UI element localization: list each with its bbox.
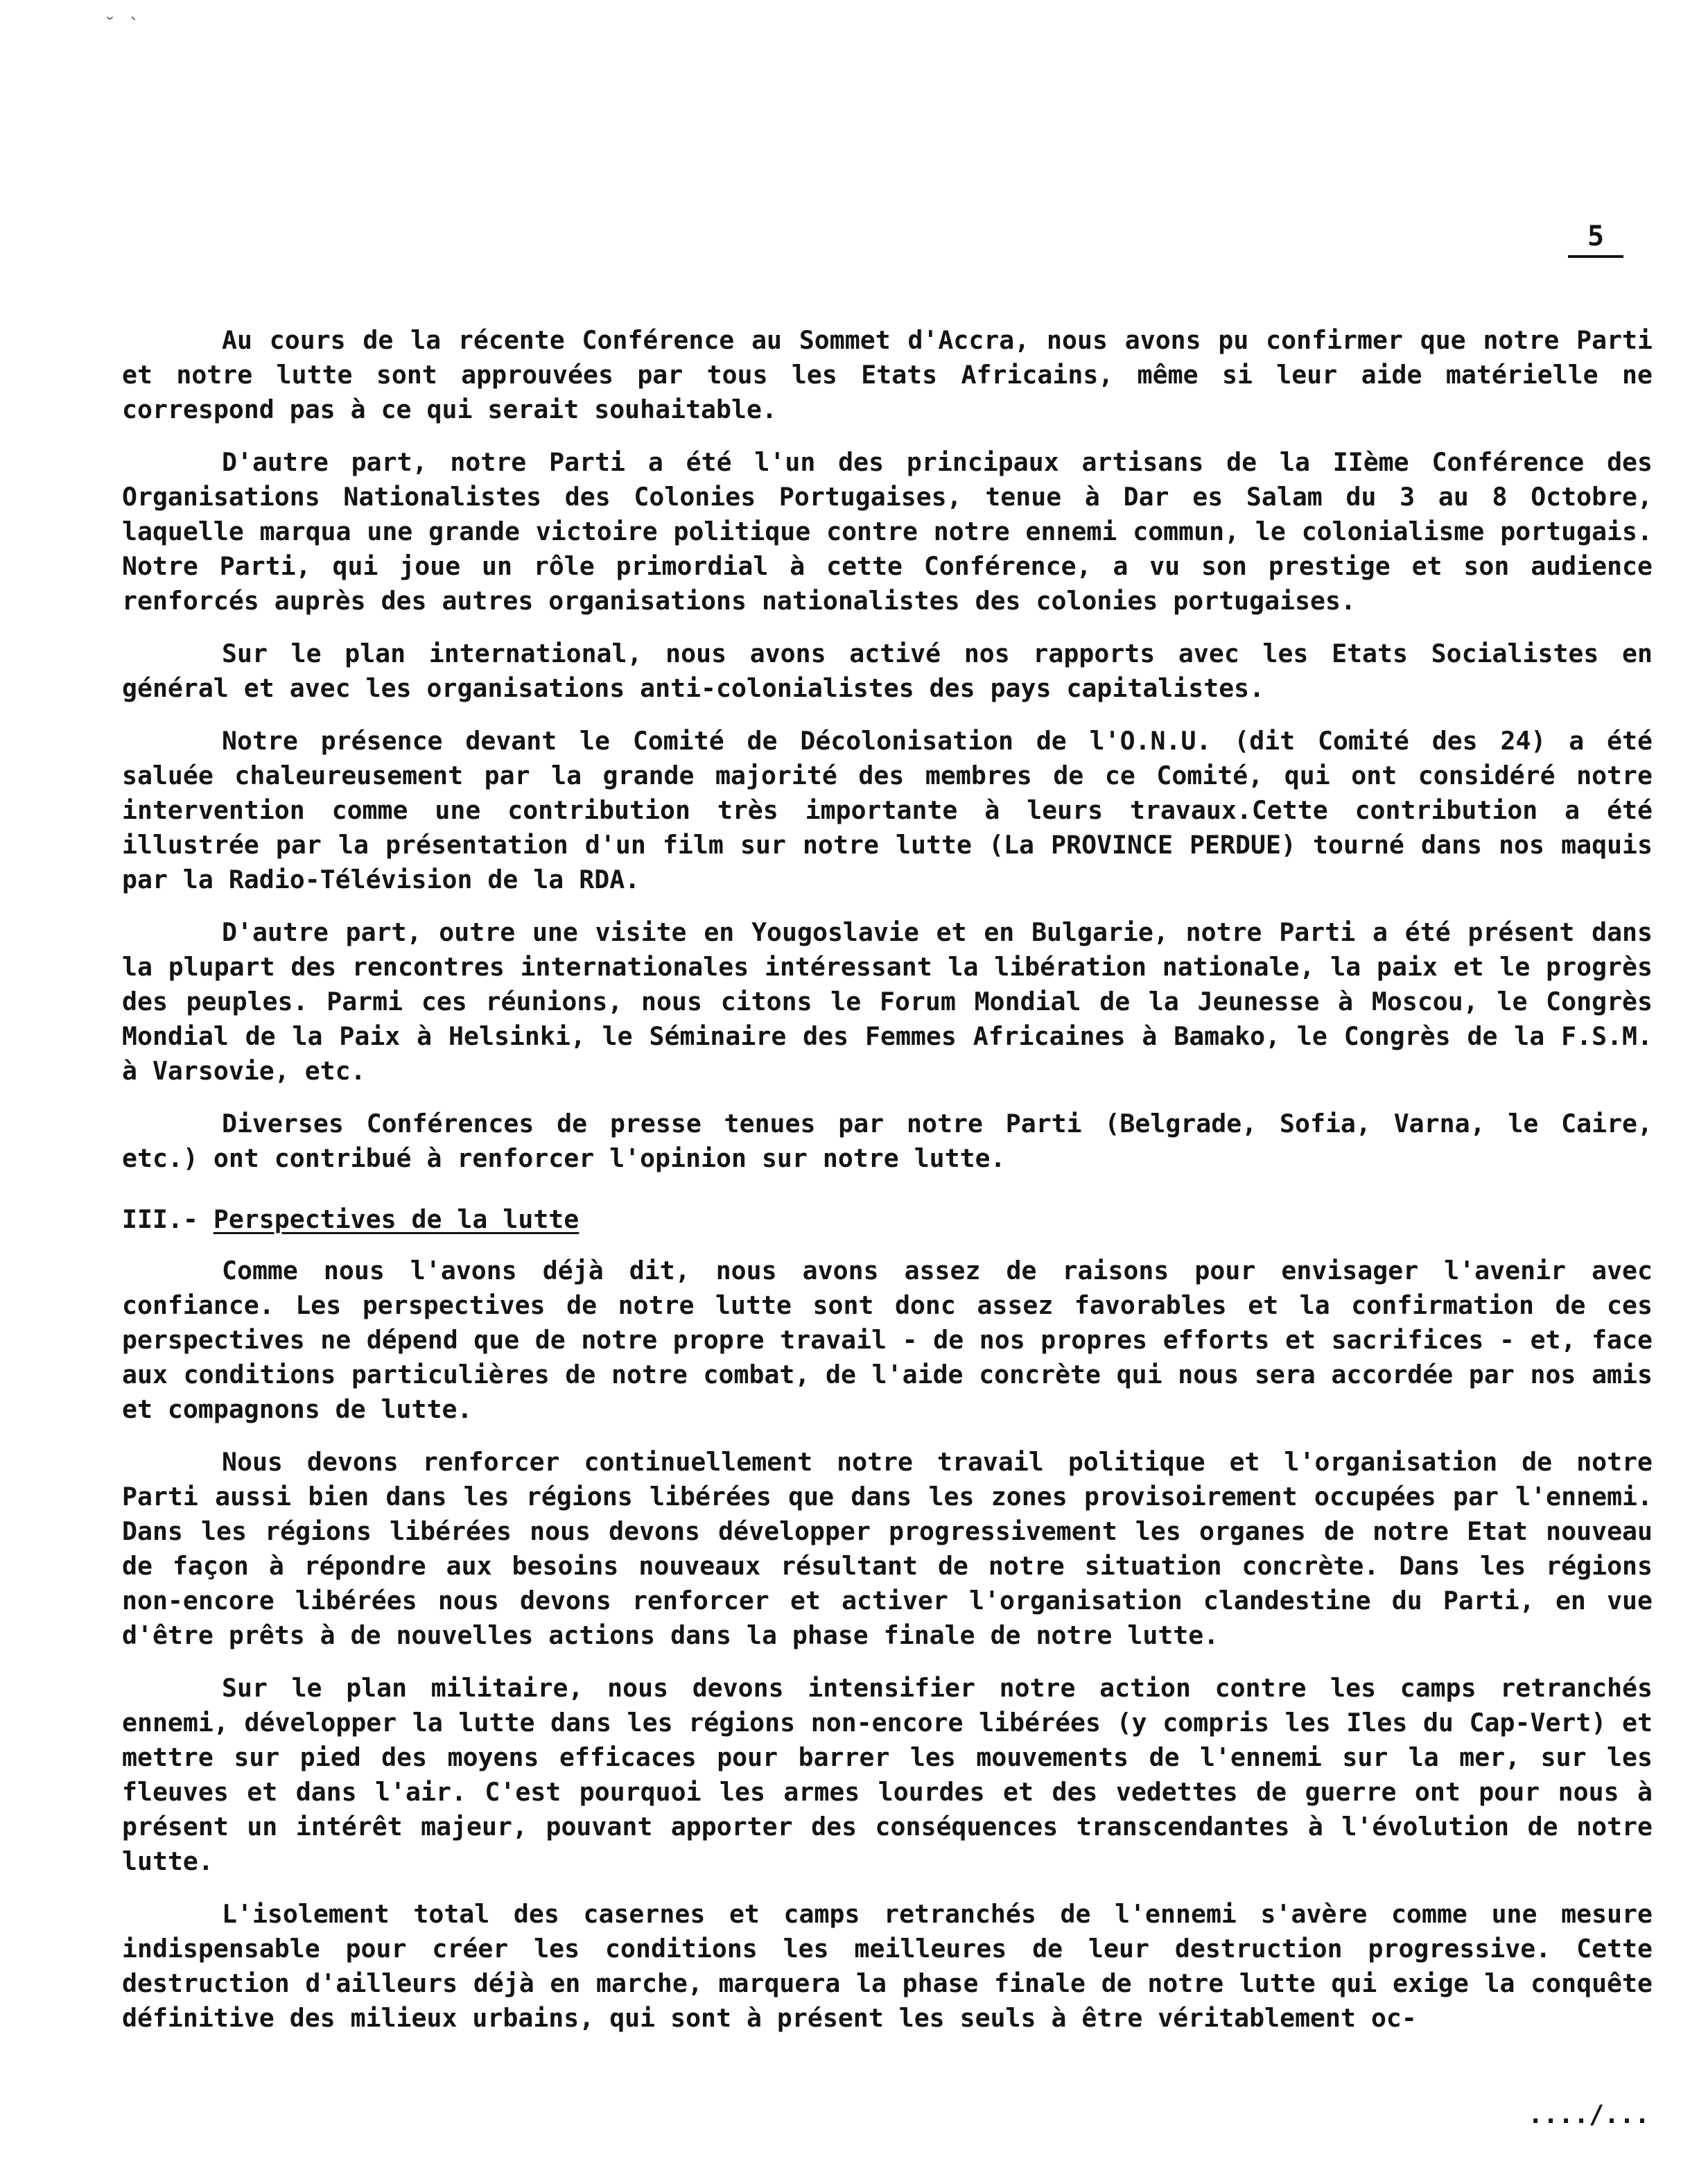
paragraph-perspectives: Comme nous l'avons déjà dit, nous avons assez de raisons pour envisager l'avenir avec confiance. Les perspectives de notre lutte sont donc assez favorables et la confirmation de ces perspectives ne dépend que de notre propre travail - de nos propres efforts et sacrifices - et, face aux conditions particulières de notre combat, de l'aide concrète qui nous sera accordée par nos amis et compagnons de lutte.	[122, 1256, 1653, 1424]
page-number: 5	[1568, 220, 1623, 258]
document-body	[122, 323, 1653, 2054]
paragraph-press-conferences: Diverses Conférences de presse tenues par notre Parti (Belgrade, Sofia, Varna, le Caire, etc.) ont contribué à renforcer l'opinion sur notre lutte.	[122, 1109, 1653, 1173]
scan-smudge-mark: ˘ ՝	[104, 14, 139, 37]
paragraph-military-plan: Sur le plan militaire, nous devons intensifier notre action contre les camps retranchés ennemi, développer la lutte dans les régions non-encore libérées (y compris les Iles du Cap-Vert) et mettre sur pied des moyens efficaces pour barrer les mouvements de l'ennemi sur la mer, sur les fleuves et dans l'air. C'est pourquoi les armes lourdes et des vedettes de guerre ont pour nous à présent un intérêt majeur, pouvant apporter des conséquences transcendantes à l'évolution de notre lutte.	[122, 1673, 1653, 1876]
section-number: III.-	[122, 1204, 198, 1234]
paragraph-un-decolonisation-committee: Notre présence devant le Comité de Décolonisation de l'O.N.U. (dit Comité des 24) a été saluée chaleureusement par la grande majorité des membres de ce Comité, qui ont considéré notre intervention comme une contribution très importante à leurs travaux.Cette contribution a été illustrée par la présentation d'un film sur notre lutte (La PROVINCE PERDUE) tourné dans nos maquis par la Radio-Télévision de la RDA.	[122, 726, 1653, 894]
paragraph-isolation-barracks: L'isolement total des casernes et camps retranchés de l'ennemi s'avère comme une mesure indispensable pour créer les conditions les meilleures de leur destruction progressive. Cette destruction d'ailleurs déjà en marche, marquera la phase finale de notre lutte qui exige la conquête définitive des milieux urbains, qui sont à présent les seuls à être véritablement oc-	[122, 1899, 1653, 2033]
paragraph-political-work: Nous devons renforcer continuellement notre travail politique et l'organisation de notre Parti aussi bien dans les régions libérées que dans les zones provisoirement occupées par l'ennemi. Dans les régions libérées nous devons développer progressivement les organes de notre Etat nouveau de façon à répondre aux besoins nouveaux résultant de notre situation concrète. Dans les régions non-encore libérées nous devons renforcer et activer l'organisation clandestine du Parti, en vue d'être prêts à de nouvelles actions dans la phase finale de notre lutte.	[122, 1447, 1653, 1650]
paragraph-international-meetings: D'autre part, outre une visite en Yougoslavie et en Bulgarie, notre Parti a été présent dans la plupart des rencontres internationales intéressant la libération nationale, la paix et le progrès des peuples. Parmi ces réunions, nous citons le Forum Mondial de la Jeunesse à Moscou, le Congrès Mondial de la Paix à Helsinki, le Séminaire des Femmes Africaines à Bamako, le Congrès de la F.S.M. à Varsovie, etc.	[122, 917, 1653, 1086]
paragraph-international-relations: Sur le plan international, nous avons activé nos rapports avec les Etats Socialistes en général et avec les organisations anti-colonialistes des pays capitalistes.	[122, 639, 1653, 703]
section-heading	[122, 1202, 1653, 1237]
section-title: Perspectives de la lutte	[213, 1204, 580, 1234]
paragraph-accra-conference: Au cours de la récente Conférence au Sommet d'Accra, nous avons pu confirmer que notre Parti et notre lutte sont approuvées par tous les Etats Africains, même si leur aide matérielle ne correspond pas à ce qui serait souhaitable.	[122, 325, 1653, 424]
continuation-mark: ..../...	[1528, 2099, 1650, 2129]
paragraph-dar-es-salam-conference: D'autre part, notre Parti a été l'un des principaux artisans de la IIème Conférence des Organisations Nationalistes des Colonies Portugaises, tenue à Dar es Salam du 3 au 8 Octobre, laquelle marqua une grande victoire politique contre notre ennemi commun, le colonialisme portugais. Notre Parti, qui joue un rôle primordial à cette Conférence, a vu son prestige et son audience renforcés auprès des autres organisations nationalistes des colonies portugaises.	[122, 447, 1653, 616]
